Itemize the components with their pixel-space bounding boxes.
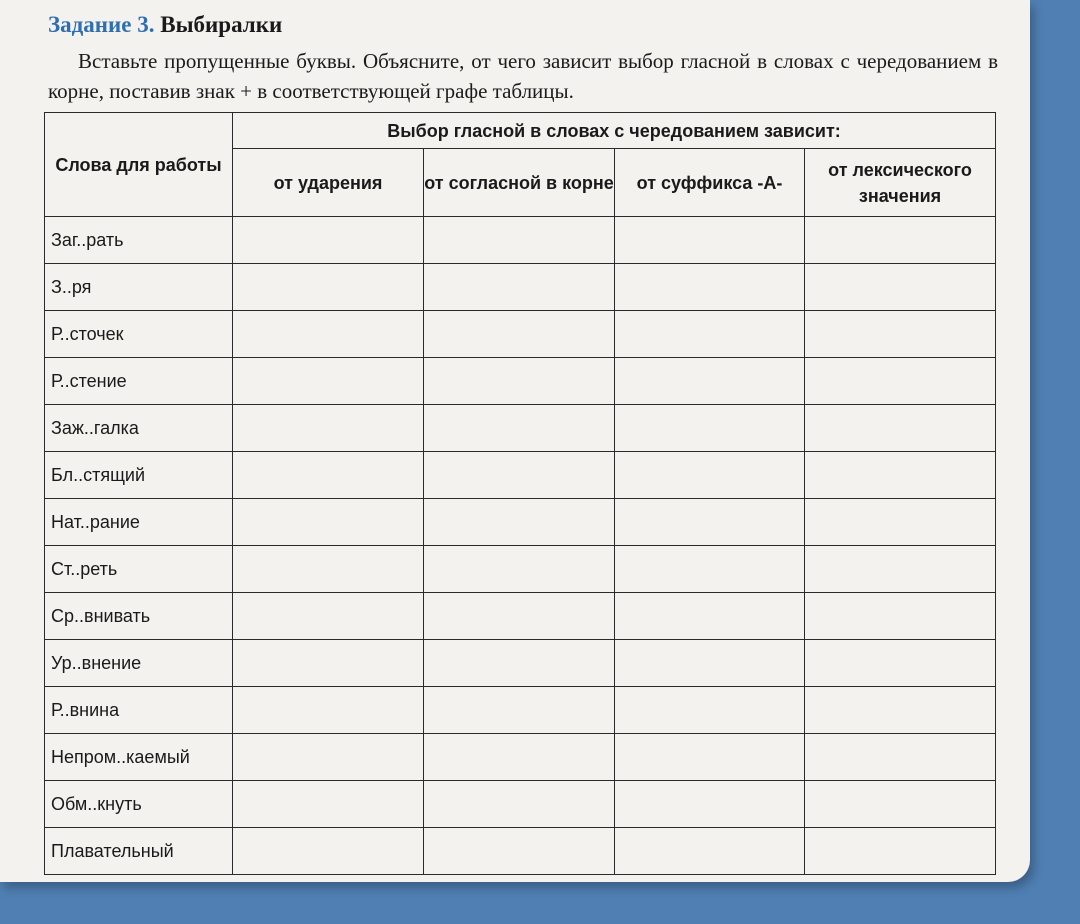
answer-cell-suffix[interactable] xyxy=(615,828,805,875)
answer-cell-stress[interactable] xyxy=(233,687,424,734)
word-cell: Р..стение xyxy=(45,358,233,405)
column-header-suffix: от суффикса -А- xyxy=(615,149,805,217)
task-heading xyxy=(48,12,282,38)
table-row xyxy=(45,734,996,781)
table-row xyxy=(45,640,996,687)
answer-cell-consonant[interactable] xyxy=(424,499,615,546)
task-title: Выбиралки xyxy=(160,12,283,37)
words-column-header: Слова для работы xyxy=(45,113,233,217)
answer-cell-suffix[interactable] xyxy=(615,217,805,264)
answer-cell-suffix[interactable] xyxy=(615,734,805,781)
word-cell: Ср..внивать xyxy=(45,593,233,640)
answer-cell-suffix[interactable] xyxy=(615,546,805,593)
answer-cell-consonant[interactable] xyxy=(424,593,615,640)
table-row xyxy=(45,546,996,593)
table-row xyxy=(45,499,996,546)
word-cell: Заг..рать xyxy=(45,217,233,264)
word-cell: З..ря xyxy=(45,264,233,311)
answer-cell-meaning[interactable] xyxy=(805,405,996,452)
answer-cell-stress[interactable] xyxy=(233,264,424,311)
answer-cell-stress[interactable] xyxy=(233,499,424,546)
answer-cell-stress[interactable] xyxy=(233,593,424,640)
word-cell: Плавательный xyxy=(45,828,233,875)
answer-cell-meaning[interactable] xyxy=(805,358,996,405)
word-cell: Бл..стящий xyxy=(45,452,233,499)
answer-cell-consonant[interactable] xyxy=(424,405,615,452)
table-row xyxy=(45,828,996,875)
answer-cell-suffix[interactable] xyxy=(615,781,805,828)
answer-cell-stress[interactable] xyxy=(233,311,424,358)
answer-cell-stress[interactable] xyxy=(233,405,424,452)
answer-cell-stress[interactable] xyxy=(233,217,424,264)
table-row xyxy=(45,781,996,828)
table-row xyxy=(45,264,996,311)
answer-cell-suffix[interactable] xyxy=(615,687,805,734)
answer-cell-consonant[interactable] xyxy=(424,452,615,499)
answer-cell-meaning[interactable] xyxy=(805,734,996,781)
answer-cell-consonant[interactable] xyxy=(424,687,615,734)
answer-cell-stress[interactable] xyxy=(233,358,424,405)
answer-cell-meaning[interactable] xyxy=(805,593,996,640)
table-row xyxy=(45,405,996,452)
answer-cell-suffix[interactable] xyxy=(615,358,805,405)
answer-cell-consonant[interactable] xyxy=(424,640,615,687)
answer-cell-consonant[interactable] xyxy=(424,781,615,828)
word-cell: Р..сточек xyxy=(45,311,233,358)
table-body xyxy=(45,217,996,875)
answer-cell-consonant[interactable] xyxy=(424,734,615,781)
task-instructions: Вставьте пропущенные буквы. Объясните, от чего зависит выбор гласной в словах с чередованием в корне, поставив знак + в соответствующей графе таблицы. xyxy=(48,49,998,103)
column-header-meaning: от лексического значения xyxy=(805,149,996,217)
table-row xyxy=(45,217,996,264)
table-row xyxy=(45,593,996,640)
answer-cell-consonant[interactable] xyxy=(424,264,615,311)
answer-cell-stress[interactable] xyxy=(233,781,424,828)
answer-cell-suffix[interactable] xyxy=(615,405,805,452)
answer-cell-suffix[interactable] xyxy=(615,499,805,546)
answer-cell-suffix[interactable] xyxy=(615,311,805,358)
column-header-stress: от ударения xyxy=(233,149,424,217)
table-row xyxy=(45,687,996,734)
answer-cell-consonant[interactable] xyxy=(424,546,615,593)
answer-cell-consonant[interactable] xyxy=(424,358,615,405)
answer-cell-meaning[interactable] xyxy=(805,311,996,358)
answer-cell-meaning[interactable] xyxy=(805,217,996,264)
word-cell: Заж..галка xyxy=(45,405,233,452)
answer-cell-meaning[interactable] xyxy=(805,781,996,828)
column-header-consonant: от согласной в корне xyxy=(424,149,615,217)
word-cell: Нат..рание xyxy=(45,499,233,546)
answer-cell-stress[interactable] xyxy=(233,828,424,875)
task-number: Задание 3. xyxy=(48,12,155,37)
word-cell: Обм..кнуть xyxy=(45,781,233,828)
table-row xyxy=(45,311,996,358)
answer-table xyxy=(44,112,996,875)
answer-cell-stress[interactable] xyxy=(233,734,424,781)
table-row xyxy=(45,358,996,405)
answer-cell-stress[interactable] xyxy=(233,640,424,687)
table-row xyxy=(45,452,996,499)
answer-cell-suffix[interactable] xyxy=(615,640,805,687)
word-cell: Ур..внение xyxy=(45,640,233,687)
answer-cell-meaning[interactable] xyxy=(805,687,996,734)
answer-cell-meaning[interactable] xyxy=(805,640,996,687)
word-cell: Непром..каемый xyxy=(45,734,233,781)
answer-cell-suffix[interactable] xyxy=(615,452,805,499)
answer-cell-consonant[interactable] xyxy=(424,828,615,875)
answer-cell-meaning[interactable] xyxy=(805,828,996,875)
word-cell: Р..внина xyxy=(45,687,233,734)
group-header: Выбор гласной в словах с чередованием зависит: xyxy=(233,113,996,149)
answer-cell-consonant[interactable] xyxy=(424,311,615,358)
answer-cell-consonant[interactable] xyxy=(424,217,615,264)
word-cell: Ст..реть xyxy=(45,546,233,593)
answer-cell-stress[interactable] xyxy=(233,452,424,499)
answer-cell-meaning[interactable] xyxy=(805,499,996,546)
answer-cell-stress[interactable] xyxy=(233,546,424,593)
answer-cell-meaning[interactable] xyxy=(805,264,996,311)
answer-cell-suffix[interactable] xyxy=(615,264,805,311)
answer-cell-meaning[interactable] xyxy=(805,546,996,593)
answer-cell-suffix[interactable] xyxy=(615,593,805,640)
answer-cell-meaning[interactable] xyxy=(805,452,996,499)
